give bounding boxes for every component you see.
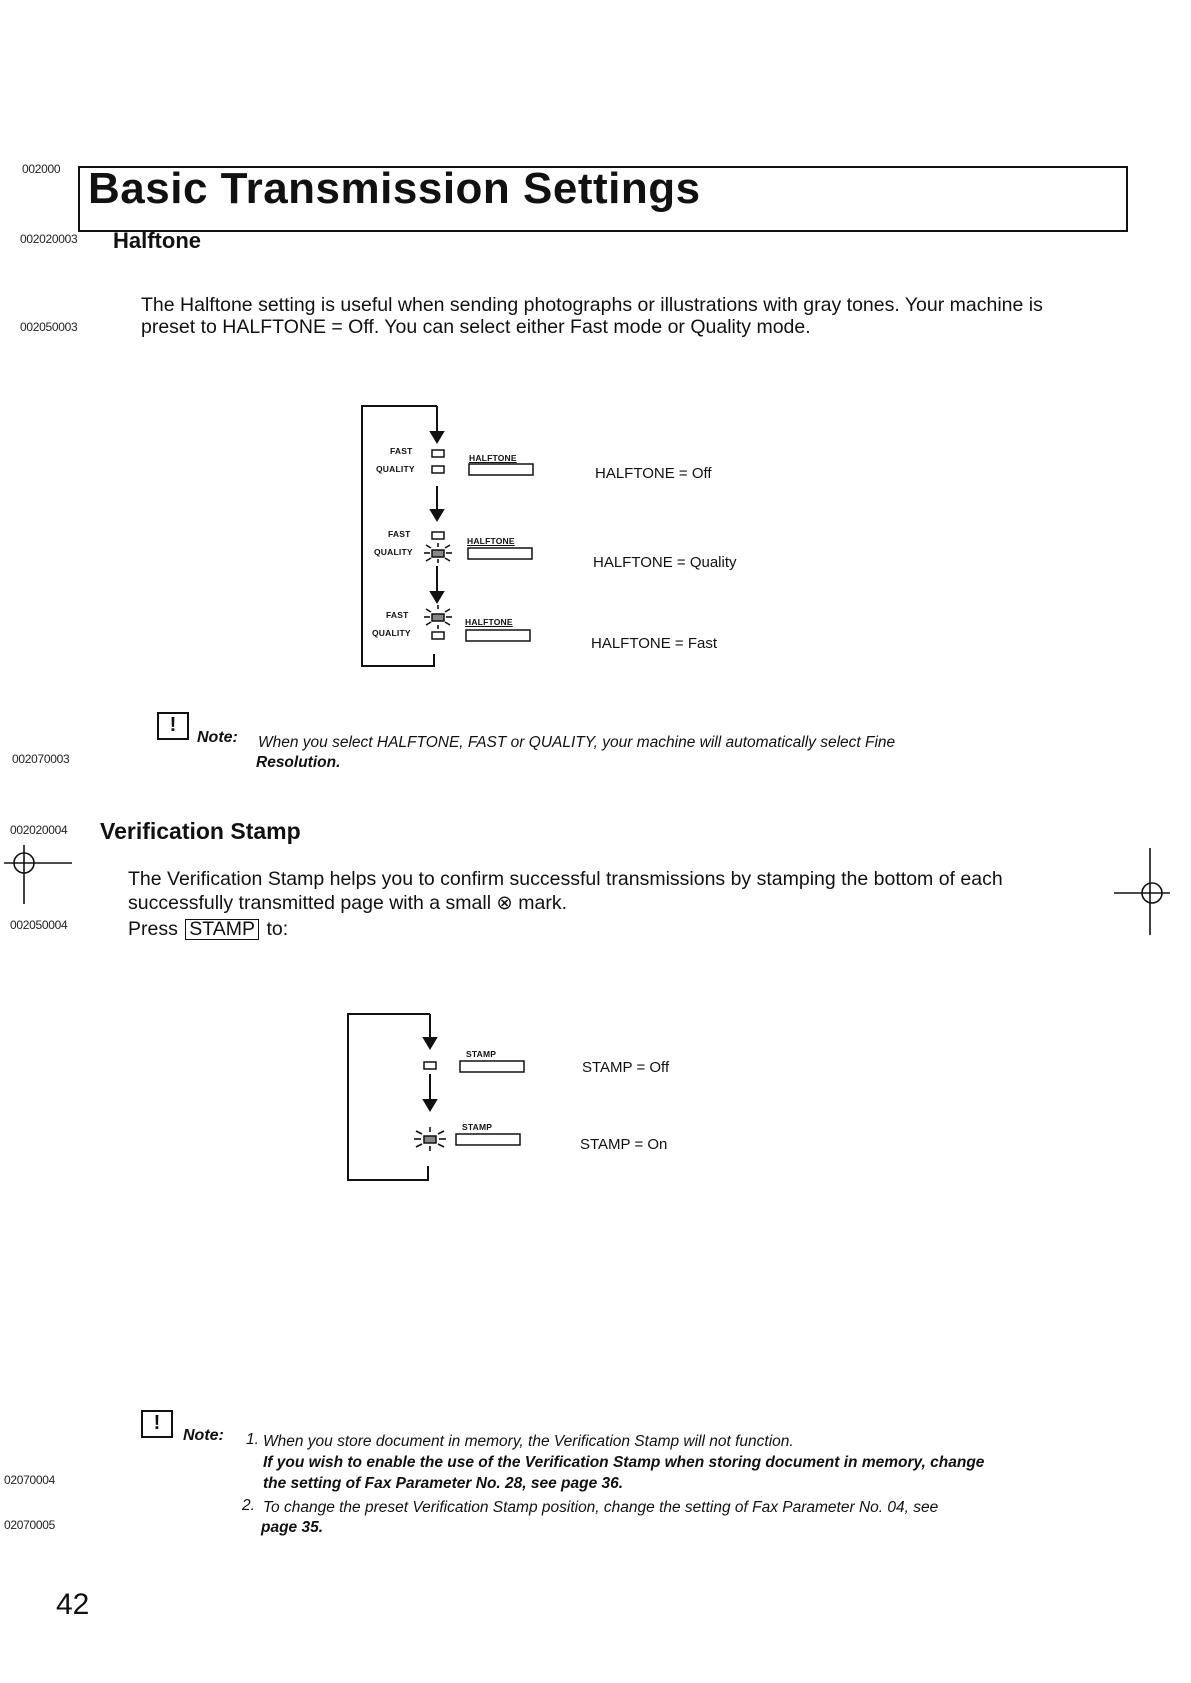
- stamp-press-text: Press: [128, 918, 178, 940]
- stamp-para-line1: The Verification Stamp helps you to confirm successful transmissions by stamping the bottom of each: [128, 868, 1003, 890]
- halftone-quality-label-3: QUALITY: [372, 628, 411, 638]
- stamp-press-after: to:: [266, 918, 289, 940]
- stamp-note-label: Note:: [183, 1427, 224, 1444]
- page-title: Basic Transmission Settings: [88, 164, 701, 213]
- halftone-fast-label-2: FAST: [388, 529, 411, 539]
- halftone-note-label: Note:: [197, 729, 238, 746]
- halftone-state-quality: HALFTONE = Quality: [593, 554, 737, 571]
- stamp-state-off: STAMP = Off: [582, 1059, 670, 1076]
- page-number: 42: [56, 1588, 90, 1621]
- halftone-state-fast: HALFTONE = Fast: [591, 635, 718, 652]
- halftone-fast-label-1: FAST: [390, 446, 413, 456]
- halftone-note-code: 002070003: [12, 752, 70, 766]
- halftone-quality-label-2: QUALITY: [374, 547, 413, 557]
- stamp-note2-line2: page 35.: [261, 1519, 324, 1536]
- stamp-key: STAMP: [185, 919, 259, 940]
- halftone-para-line1: The Halftone setting is useful when sending photographs or illustrations with gray tones. Your machine is: [141, 294, 1043, 316]
- stamp-state-on: STAMP = On: [580, 1136, 668, 1153]
- halftone-para-code: 002050003: [20, 320, 78, 334]
- stamp-button-label-1: STAMP: [466, 1049, 497, 1059]
- halftone-button-label-3: HALFTONE: [465, 617, 513, 627]
- stamp-note1-line3: the setting of Fax Parameter No. 28, see page 36.: [263, 1475, 624, 1492]
- stamp-note1-num: 1.: [246, 1431, 259, 1448]
- halftone-note-icon: !: [157, 712, 189, 740]
- stamp-note2-num: 2.: [242, 1497, 255, 1514]
- halftone-button-label-1: HALFTONE: [469, 453, 517, 463]
- stamp-para-code: 002050004: [10, 918, 68, 932]
- stamp-para-line2: successfully transmitted page with a small ⊗ mark.: [128, 892, 567, 914]
- stamp-button-label-2: STAMP: [462, 1122, 493, 1132]
- stamp-note1-line2: If you wish to enable the use of the Verification Stamp when storing document in memory, change: [263, 1454, 985, 1471]
- halftone-state-off: HALFTONE = Off: [595, 465, 712, 482]
- halftone-note-line2: Resolution.: [256, 754, 341, 771]
- stamp-note1-line1: When you store document in memory, the Verification Stamp will not function.: [263, 1433, 794, 1450]
- stamp-heading: Verification Stamp: [100, 818, 301, 844]
- stamp-heading-code: 002020004: [10, 823, 68, 837]
- halftone-heading-code: 002020003: [20, 232, 78, 246]
- stamp-note2-code: 02070005: [4, 1518, 55, 1532]
- title-code: 002000: [22, 162, 61, 176]
- stamp-note1-code: 02070004: [4, 1473, 55, 1487]
- stamp-press-line: [128, 918, 288, 940]
- halftone-note-line1: When you select HALFTONE, FAST or QUALITY, your machine will automatically select Fine: [258, 734, 896, 751]
- halftone-quality-label-1: QUALITY: [376, 464, 415, 474]
- stamp-note-icon: !: [141, 1410, 173, 1438]
- stamp-note2-line1: To change the preset Verification Stamp position, change the setting of Fax Parameter No. 04, see: [263, 1499, 939, 1516]
- halftone-button-label-2: HALFTONE: [467, 536, 515, 546]
- halftone-para-line2: preset to HALFTONE = Off. You can select either Fast mode or Quality mode.: [141, 316, 811, 338]
- halftone-heading: Halftone: [113, 228, 201, 253]
- halftone-fast-label-3: FAST: [386, 610, 409, 620]
